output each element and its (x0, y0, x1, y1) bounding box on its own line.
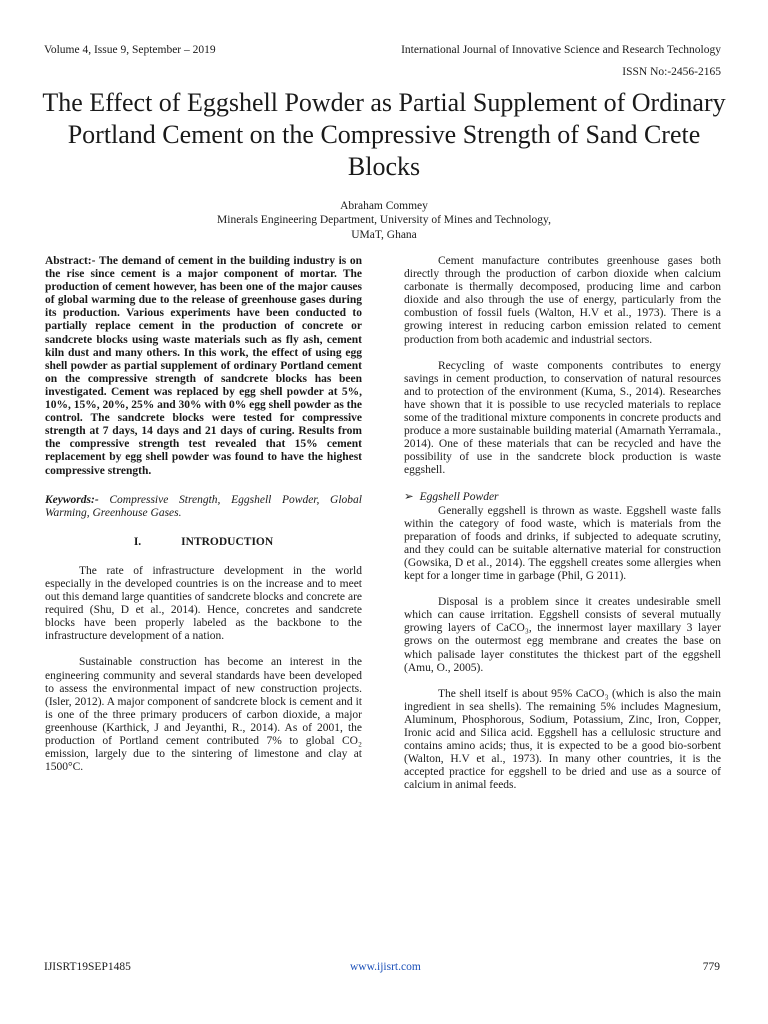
keywords-label: Keywords:- (45, 493, 99, 506)
issn: ISSN No:-2456-2165 (622, 66, 721, 78)
section-heading (45, 536, 362, 549)
body-paragraph: Cement manufacture contributes greenhouse gases both directly through the production of carbon dioxide when calcium carbonate is thermally decomposed, producing lime and carbon dioxide and also through the use of energy, particularly from the combustion of fossil fuels (Walton, H.V et al., 1973). There is a growing interest in reducing carbon emission related to cement production from both academic and industrial sectors. (404, 255, 721, 346)
author-location: UMaT, Ghana (351, 229, 417, 241)
right-column (404, 255, 721, 805)
page-number: 779 (702, 961, 720, 973)
journal-name: International Journal of Innovative Science and Research Technology (401, 44, 721, 56)
left-column (45, 255, 362, 787)
body-paragraph: The shell itself is about 95% CaCO₃ (which is also the main ingredient in sea shells). The remaining 5% includes Magnesium, Aluminum, Phosphorous, Sodium, Potassium, Zinc, Iron, Copper, Ironic acid and Silica acid. Eggshell has a cellulosic structure and contains amino acids; thus, it is expected to be a good bio-sorbent (Walton, H.V et al., 1973). In many other countries, it is the accepted practice for eggshell to be dried and use as a source of calcium in animal feeds. (404, 687, 721, 792)
body-paragraph: The rate of infrastructure development in the world especially in the developed countries is on the increase and to meet out this demand large quantities of sandcrete blocks and concrete are required (Shu, D et al., 2014). Hence, concretes and sandcrete blocks have been properly labeled as the backbone to the infrastructure development of a nation. (45, 564, 362, 643)
section-number: I. (133, 535, 142, 548)
keywords-text: Compressive Strength, Eggshell Powder, Global Warming, Greenhouse Gases. (45, 493, 362, 519)
body-paragraph: Recycling of waste components contributes to energy savings in cement production, to conservation of natural resources and to protection of the environment (Kuma, S., 2014). Researches have shown that it is possible to use recycled materials to replace some of the traditional mixture components in concrete products and produce a more sustainable building material (Amarnath Yerramala., 2014). One of these materials that can be recycled and have the possibility of use in the sandcrete block production is waste eggshell. (404, 359, 721, 477)
author-affiliation: Minerals Engineering Department, University of Mines and Technology, (217, 214, 551, 226)
footer-paper-id: IJISRT19SEP1485 (44, 961, 131, 973)
abstract: Abstract:- The demand of cement in the building industry is on the rise since cement is a major component of mortar. The production of cement however, has been one of the major causes of global warming due to the release of greenhouse gases during its production. Various experiments have been conducted to partially replace cement in the production of concrete or sandcrete blocks using waste materials such as fly ash, cement kiln dust and many others. In this work, the effect of using egg shell powder as partial supplement of ordinary Portland cement on the compressive strength of sandcrete blocks has been investigated. Cement was replaced by egg shell powder at 5%, 10%, 15%, 20%, 25% and 30% with 0% egg shell powder as the control. The sandcrete blocks were tested for compressive strength at 7 days, 14 days and 21 days of curing. Results from the compressive strength test revealed that 15% cement replacement by egg shell powder was found to have the highest compressive strength. (45, 255, 363, 477)
body-paragraph: Sustainable construction has become an interest in the engineering community and several standards have been developed to assess the environmental impact of new construction projects. (Isler, 2012). A major component of sandcrete block is cement and it is one of the three primary producers of carbon dioxide, a major greenhouse (Karthick, J and Jeyanthi, R., 2014). As of 2001, the production of Portland cement contributed 7% to global CO₂ emission, largely due to the sintering of limestone and clay at 1500°C. (45, 656, 362, 774)
body-paragraph: Generally eggshell is thrown as waste. Eggshell waste falls within the category of food waste, which is materials from the preparation of foods and drinks, if subjected to adequate scrutiny, and they could can be suitable alternative material for construction (Gowsika, D et al., 2014). The eggshell creates some allergies when kept for a longer time in garbage (Phil, G 2011). (404, 504, 721, 583)
subsection-title: Eggshell Powder (419, 490, 499, 503)
body-paragraph: Disposal is a problem since it creates undesirable smell which can cause irritation. Eggshell consists of several mutually growing layers of CaCO₃, the innermost layer maxillary 3 layer grows on the outermost egg membrane and creates the base on which palisade layer constitutes the thickest part of the eggshell (Amu, O., 2005). (404, 596, 721, 674)
keywords (45, 494, 362, 520)
subsection-heading (404, 491, 721, 504)
paper-title: The Effect of Eggshell Powder as Partial Supplement of Ordinary Portland Cement on the Compressive Strength of Sand Crete Blocks (42, 88, 726, 181)
volume-issue: Volume 4, Issue 9, September – 2019 (44, 44, 216, 56)
footer-website-link[interactable]: www.ijisrt.com (350, 961, 421, 973)
arrow-bullet-icon: ➢ (404, 490, 414, 503)
author-name: Abraham Commey (340, 200, 428, 212)
section-title: INTRODUCTION (181, 535, 274, 548)
